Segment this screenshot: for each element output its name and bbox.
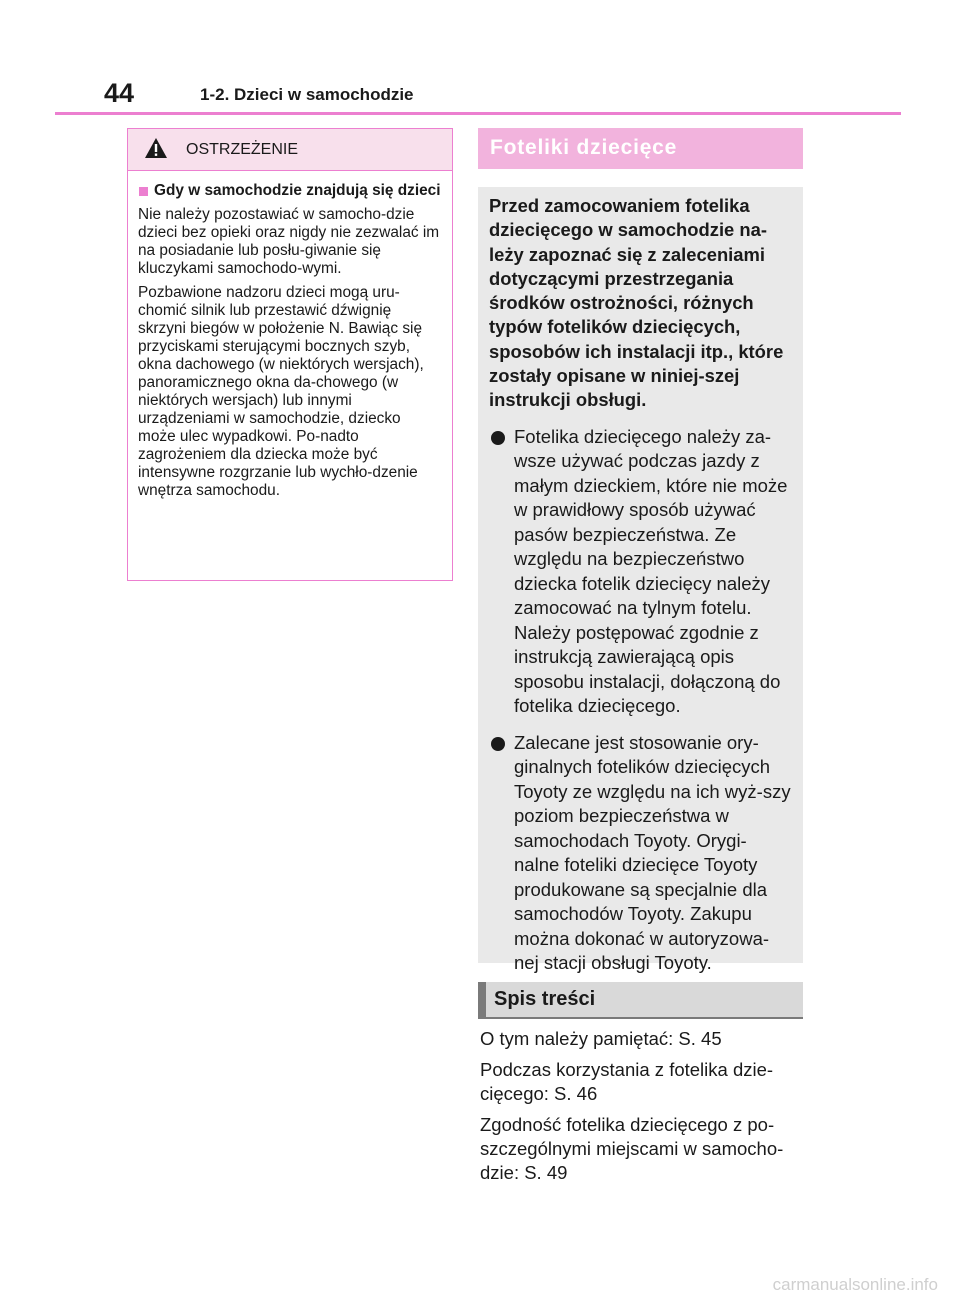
section-title: 1-2. Dzieci w samochodzie [200, 85, 414, 104]
list-item-text: Fotelika dziecięcego należy za-wsze używać podczas jazdy z małym dzieckiem, które nie może w prawidłowy sposób używać pasów bezpieczeństwa. Ze względu na bezpieczeństwo dziecka fotelik dziecięcy należy zamocować na tylnym fotelu. Należy postępować zgodnie z instrukcją zawierającą opis sposobu instalacji, dołączoną do fotelika dziecięcego. [514, 425, 788, 717]
toc-list [480, 1027, 803, 1192]
page-number: 44 [104, 78, 135, 108]
square-bullet-icon [139, 187, 148, 196]
list-item [489, 425, 791, 719]
toc-title-bar: Spis treści [478, 982, 803, 1019]
warning-paragraph: Nie należy pozostawiać w samocho-dzie dzieci bez opieki oraz nigdy nie zezwalać im na posiadanie lub posłu-giwanie się kluczykami samochodo-wymi. [138, 206, 440, 277]
intro-text: Przed zamocowaniem fotelika dziecięcego w samochodzie na-leży zapoznać się z zaleceniami dotyczącymi przestrzegania środków ostrożności, różnych typów fotelików dziecięcych, sposobów ich instalacji itp., które zostały opisane w niniej-szej instrukcji obsługi. [489, 195, 784, 411]
header-divider [55, 112, 901, 115]
warning-body [128, 171, 452, 500]
intro-box [478, 187, 803, 974]
list-item-text: Zalecane jest stosowanie ory-ginalnych fotelików dziecięcych Toyoty ze względu na ich wyż-szy poziom bezpieczeństwa w samochodach Toyoty. Orygi-nalne foteliki dziecięce Toyoty produkowane są specjalnie dla samochodów Toyoty. Zakupu można dokonać w autoryzowa-nej stacji obsługi Toyoty. [514, 731, 791, 974]
warning-header [128, 129, 452, 171]
warning-box [127, 128, 453, 581]
footer-watermark: carmanualsonline.info [772, 1275, 938, 1294]
warning-triangle-icon [144, 137, 168, 159]
list-item [489, 731, 791, 976]
bullet-dot-icon [491, 737, 505, 751]
warning-subtitle [138, 182, 442, 200]
page-header [0, 0, 960, 120]
bullet-dot-icon [491, 431, 505, 445]
toc-item[interactable]: Zgodność fotelika dziecięcego z po-szczególnymi miejscami w samocho-dzie: S. 49 [480, 1114, 784, 1183]
toc-item[interactable]: Podczas korzystania z fotelika dzie-cięcego: S. 46 [480, 1059, 774, 1104]
topic-title-bar: Foteliki dziecięce [478, 128, 803, 169]
warning-title: OSTRZEŻENIE [186, 141, 299, 158]
warning-subtitle-text: Gdy w samochodzie znajdują się dzieci [154, 182, 441, 199]
warning-paragraph: Pozbawione nadzoru dzieci mogą uru-chomić silnik lub przestawić dźwignię skrzyni biegów w położenie N. Bawiąc się przyciskami sterującymi bocznych szyb, okna dachowego (w niektórych wersjach), panoramicznego okna da-chowego (w niektórych wersjach) lub innymi urządzeniami w samochodzie, dziecko może ulec wypadkowi. Po-nadto zagrożeniem dla dziecka może być intensywne rozgrzanie lub wychło-dzenie wnętrza samochodu. [138, 284, 424, 499]
toc-item[interactable]: O tym należy pamiętać: S. 45 [480, 1028, 722, 1049]
